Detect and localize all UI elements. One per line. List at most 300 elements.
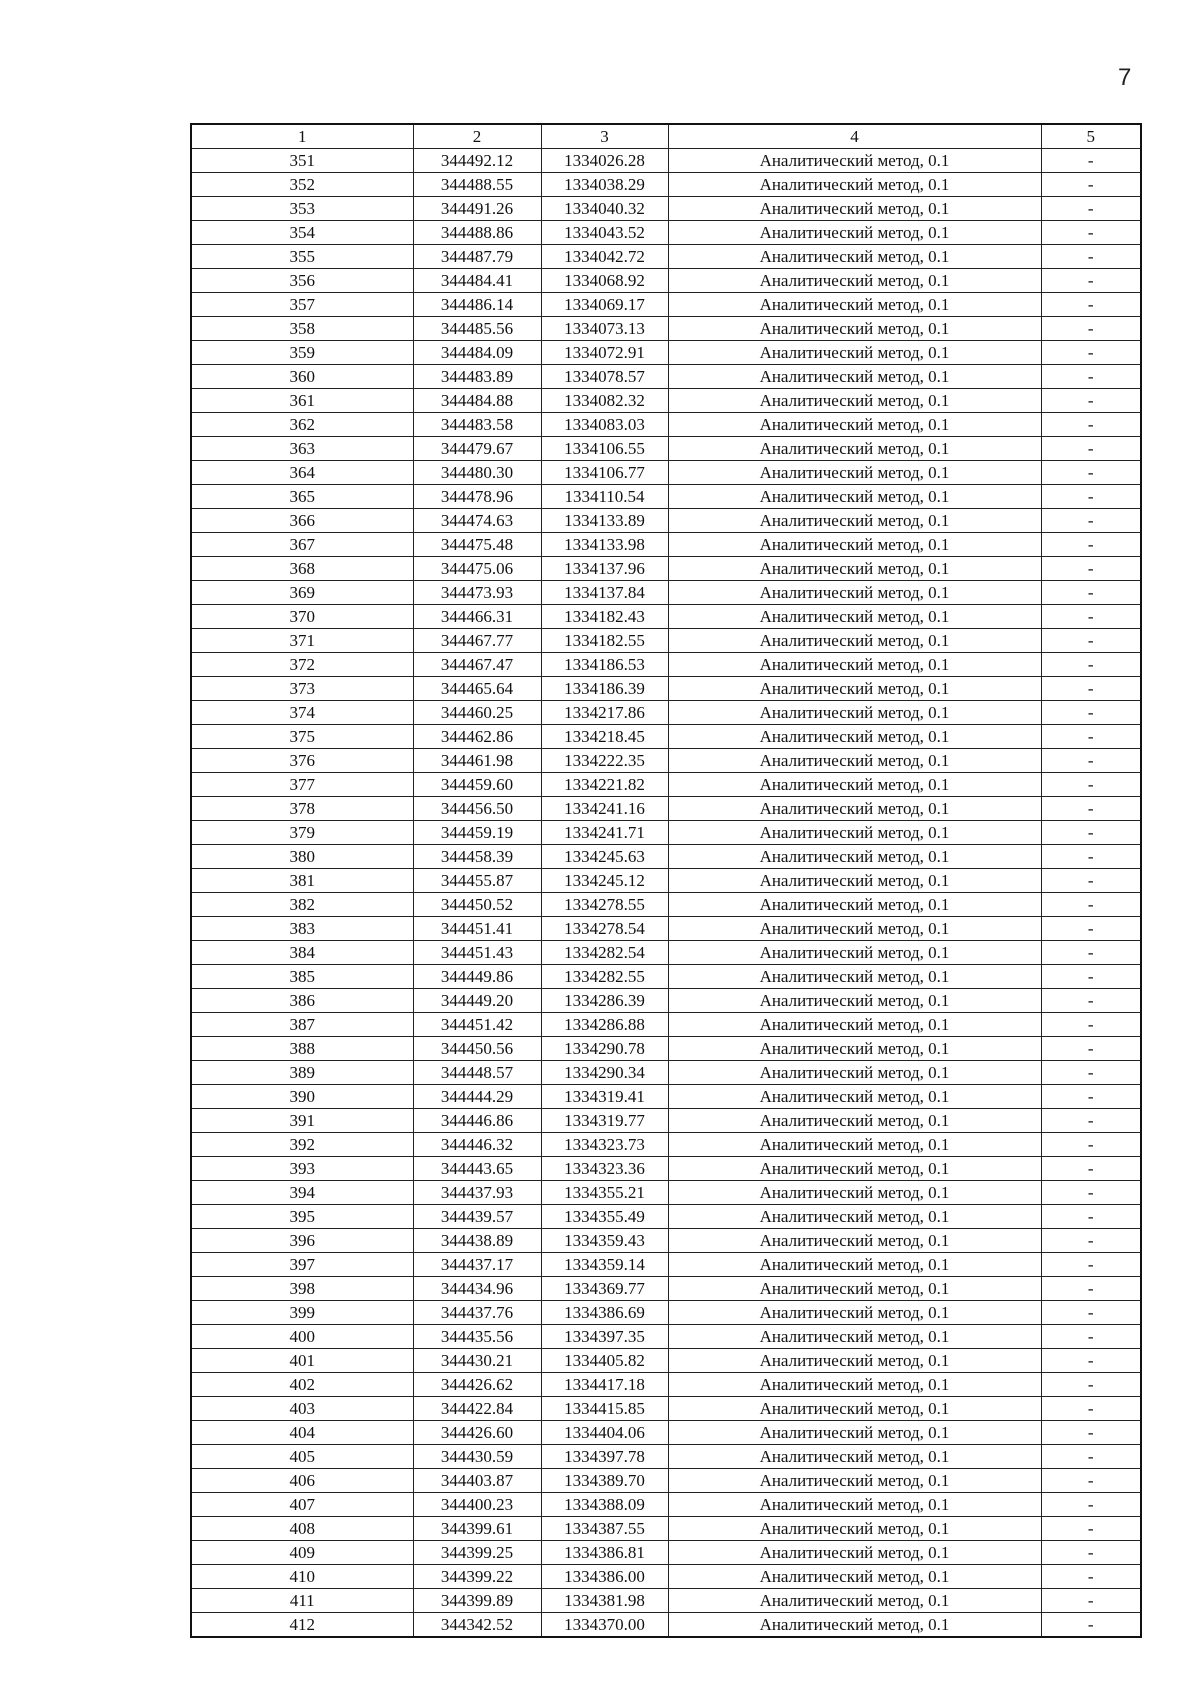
y-coordinate-cell: 1334068.92 bbox=[541, 269, 668, 293]
x-coordinate-cell: 344443.65 bbox=[413, 1157, 541, 1181]
method-cell: Аналитический метод, 0.1 bbox=[668, 533, 1041, 557]
x-coordinate-cell: 344484.88 bbox=[413, 389, 541, 413]
note-cell: - bbox=[1041, 1613, 1141, 1638]
y-coordinate-cell: 1334369.77 bbox=[541, 1277, 668, 1301]
y-coordinate-cell: 1334241.71 bbox=[541, 821, 668, 845]
table-row bbox=[191, 1061, 1141, 1085]
x-coordinate-cell: 344475.48 bbox=[413, 533, 541, 557]
y-coordinate-cell: 1334222.35 bbox=[541, 749, 668, 773]
x-coordinate-cell: 344399.25 bbox=[413, 1541, 541, 1565]
point-number-cell: 360 bbox=[191, 365, 413, 389]
table-row bbox=[191, 893, 1141, 917]
y-coordinate-cell: 1334386.69 bbox=[541, 1301, 668, 1325]
method-cell: Аналитический метод, 0.1 bbox=[668, 1085, 1041, 1109]
y-coordinate-cell: 1334133.98 bbox=[541, 533, 668, 557]
table-row bbox=[191, 725, 1141, 749]
method-cell: Аналитический метод, 0.1 bbox=[668, 1181, 1041, 1205]
table-row bbox=[191, 293, 1141, 317]
y-coordinate-cell: 1334137.84 bbox=[541, 581, 668, 605]
note-cell: - bbox=[1041, 1325, 1141, 1349]
y-coordinate-cell: 1334043.52 bbox=[541, 221, 668, 245]
table-row bbox=[191, 653, 1141, 677]
method-cell: Аналитический метод, 0.1 bbox=[668, 437, 1041, 461]
table-row bbox=[191, 1325, 1141, 1349]
table-row bbox=[191, 269, 1141, 293]
note-cell: - bbox=[1041, 845, 1141, 869]
table-row bbox=[191, 461, 1141, 485]
method-cell: Аналитический метод, 0.1 bbox=[668, 893, 1041, 917]
y-coordinate-cell: 1334397.35 bbox=[541, 1325, 668, 1349]
note-cell: - bbox=[1041, 173, 1141, 197]
y-coordinate-cell: 1334319.77 bbox=[541, 1109, 668, 1133]
table-row bbox=[191, 197, 1141, 221]
method-cell: Аналитический метод, 0.1 bbox=[668, 1037, 1041, 1061]
method-cell: Аналитический метод, 0.1 bbox=[668, 1373, 1041, 1397]
x-coordinate-cell: 344426.62 bbox=[413, 1373, 541, 1397]
method-cell: Аналитический метод, 0.1 bbox=[668, 317, 1041, 341]
y-coordinate-cell: 1334038.29 bbox=[541, 173, 668, 197]
point-number-cell: 394 bbox=[191, 1181, 413, 1205]
note-cell: - bbox=[1041, 677, 1141, 701]
y-coordinate-cell: 1334405.82 bbox=[541, 1349, 668, 1373]
method-cell: Аналитический метод, 0.1 bbox=[668, 341, 1041, 365]
y-coordinate-cell: 1334417.18 bbox=[541, 1373, 668, 1397]
table-row bbox=[191, 1181, 1141, 1205]
y-coordinate-cell: 1334083.03 bbox=[541, 413, 668, 437]
table-row bbox=[191, 1157, 1141, 1181]
point-number-cell: 354 bbox=[191, 221, 413, 245]
y-coordinate-cell: 1334245.12 bbox=[541, 869, 668, 893]
y-coordinate-cell: 1334278.55 bbox=[541, 893, 668, 917]
point-number-cell: 366 bbox=[191, 509, 413, 533]
x-coordinate-cell: 344434.96 bbox=[413, 1277, 541, 1301]
method-cell: Аналитический метод, 0.1 bbox=[668, 917, 1041, 941]
note-cell: - bbox=[1041, 701, 1141, 725]
coordinates-table bbox=[190, 123, 1142, 1638]
x-coordinate-cell: 344484.41 bbox=[413, 269, 541, 293]
point-number-cell: 386 bbox=[191, 989, 413, 1013]
point-number-cell: 376 bbox=[191, 749, 413, 773]
note-cell: - bbox=[1041, 533, 1141, 557]
x-coordinate-cell: 344437.76 bbox=[413, 1301, 541, 1325]
y-coordinate-cell: 1334323.36 bbox=[541, 1157, 668, 1181]
point-number-cell: 395 bbox=[191, 1205, 413, 1229]
y-coordinate-cell: 1334026.28 bbox=[541, 149, 668, 173]
point-number-cell: 396 bbox=[191, 1229, 413, 1253]
method-cell: Аналитический метод, 0.1 bbox=[668, 605, 1041, 629]
method-cell: Аналитический метод, 0.1 bbox=[668, 1229, 1041, 1253]
note-cell: - bbox=[1041, 557, 1141, 581]
note-cell: - bbox=[1041, 1517, 1141, 1541]
point-number-cell: 362 bbox=[191, 413, 413, 437]
method-cell: Аналитический метод, 0.1 bbox=[668, 461, 1041, 485]
x-coordinate-cell: 344448.57 bbox=[413, 1061, 541, 1085]
method-cell: Аналитический метод, 0.1 bbox=[668, 653, 1041, 677]
point-number-cell: 364 bbox=[191, 461, 413, 485]
y-coordinate-cell: 1334106.55 bbox=[541, 437, 668, 461]
x-coordinate-cell: 344439.57 bbox=[413, 1205, 541, 1229]
table-row bbox=[191, 533, 1141, 557]
method-cell: Аналитический метод, 0.1 bbox=[668, 221, 1041, 245]
table-row bbox=[191, 965, 1141, 989]
point-number-cell: 385 bbox=[191, 965, 413, 989]
point-number-cell: 390 bbox=[191, 1085, 413, 1109]
table-row bbox=[191, 677, 1141, 701]
note-cell: - bbox=[1041, 269, 1141, 293]
y-coordinate-cell: 1334387.55 bbox=[541, 1517, 668, 1541]
note-cell: - bbox=[1041, 725, 1141, 749]
table-row bbox=[191, 1301, 1141, 1325]
point-number-cell: 398 bbox=[191, 1277, 413, 1301]
method-cell: Аналитический метод, 0.1 bbox=[668, 581, 1041, 605]
point-number-cell: 391 bbox=[191, 1109, 413, 1133]
y-coordinate-cell: 1334110.54 bbox=[541, 485, 668, 509]
y-coordinate-cell: 1334282.55 bbox=[541, 965, 668, 989]
x-coordinate-cell: 344461.98 bbox=[413, 749, 541, 773]
method-cell: Аналитический метод, 0.1 bbox=[668, 1133, 1041, 1157]
table-row bbox=[191, 221, 1141, 245]
note-cell: - bbox=[1041, 749, 1141, 773]
y-coordinate-cell: 1334073.13 bbox=[541, 317, 668, 341]
point-number-cell: 368 bbox=[191, 557, 413, 581]
point-number-cell: 358 bbox=[191, 317, 413, 341]
x-coordinate-cell: 344451.42 bbox=[413, 1013, 541, 1037]
method-cell: Аналитический метод, 0.1 bbox=[668, 1325, 1041, 1349]
table-row bbox=[191, 1445, 1141, 1469]
table-row bbox=[191, 1397, 1141, 1421]
point-number-cell: 410 bbox=[191, 1565, 413, 1589]
note-cell: - bbox=[1041, 1493, 1141, 1517]
note-cell: - bbox=[1041, 1013, 1141, 1037]
method-cell: Аналитический метод, 0.1 bbox=[668, 1013, 1041, 1037]
table-row bbox=[191, 1229, 1141, 1253]
table-row bbox=[191, 629, 1141, 653]
x-coordinate-cell: 344437.17 bbox=[413, 1253, 541, 1277]
x-coordinate-cell: 344483.58 bbox=[413, 413, 541, 437]
y-coordinate-cell: 1334072.91 bbox=[541, 341, 668, 365]
point-number-cell: 404 bbox=[191, 1421, 413, 1445]
note-cell: - bbox=[1041, 1421, 1141, 1445]
method-cell: Аналитический метод, 0.1 bbox=[668, 1109, 1041, 1133]
table-row bbox=[191, 1613, 1141, 1638]
note-cell: - bbox=[1041, 1565, 1141, 1589]
note-cell: - bbox=[1041, 821, 1141, 845]
y-coordinate-cell: 1334386.00 bbox=[541, 1565, 668, 1589]
y-coordinate-cell: 1334218.45 bbox=[541, 725, 668, 749]
point-number-cell: 370 bbox=[191, 605, 413, 629]
x-coordinate-cell: 344422.84 bbox=[413, 1397, 541, 1421]
x-coordinate-cell: 344479.67 bbox=[413, 437, 541, 461]
point-number-cell: 357 bbox=[191, 293, 413, 317]
table-row bbox=[191, 1541, 1141, 1565]
x-coordinate-cell: 344486.14 bbox=[413, 293, 541, 317]
method-cell: Аналитический метод, 0.1 bbox=[668, 797, 1041, 821]
x-coordinate-cell: 344491.26 bbox=[413, 197, 541, 221]
x-coordinate-cell: 344458.39 bbox=[413, 845, 541, 869]
table-row bbox=[191, 437, 1141, 461]
method-cell: Аналитический метод, 0.1 bbox=[668, 1397, 1041, 1421]
note-cell: - bbox=[1041, 965, 1141, 989]
note-cell: - bbox=[1041, 149, 1141, 173]
x-coordinate-cell: 344430.21 bbox=[413, 1349, 541, 1373]
x-coordinate-cell: 344480.30 bbox=[413, 461, 541, 485]
method-cell: Аналитический метод, 0.1 bbox=[668, 1349, 1041, 1373]
x-coordinate-cell: 344451.41 bbox=[413, 917, 541, 941]
point-number-cell: 393 bbox=[191, 1157, 413, 1181]
table-row bbox=[191, 749, 1141, 773]
table-row bbox=[191, 1469, 1141, 1493]
table-row bbox=[191, 1277, 1141, 1301]
x-coordinate-cell: 344438.89 bbox=[413, 1229, 541, 1253]
x-coordinate-cell: 344484.09 bbox=[413, 341, 541, 365]
coordinates-table-body bbox=[191, 124, 1141, 1637]
table-row bbox=[191, 389, 1141, 413]
x-coordinate-cell: 344485.56 bbox=[413, 317, 541, 341]
y-coordinate-cell: 1334278.54 bbox=[541, 917, 668, 941]
method-cell: Аналитический метод, 0.1 bbox=[668, 557, 1041, 581]
x-coordinate-cell: 344430.59 bbox=[413, 1445, 541, 1469]
x-coordinate-cell: 344399.89 bbox=[413, 1589, 541, 1613]
method-cell: Аналитический метод, 0.1 bbox=[668, 1205, 1041, 1229]
y-coordinate-cell: 1334323.73 bbox=[541, 1133, 668, 1157]
method-cell: Аналитический метод, 0.1 bbox=[668, 1301, 1041, 1325]
method-cell: Аналитический метод, 0.1 bbox=[668, 149, 1041, 173]
y-coordinate-cell: 1334355.49 bbox=[541, 1205, 668, 1229]
table-row bbox=[191, 485, 1141, 509]
note-cell: - bbox=[1041, 1157, 1141, 1181]
table-row bbox=[191, 701, 1141, 725]
x-coordinate-cell: 344451.43 bbox=[413, 941, 541, 965]
table-row bbox=[191, 773, 1141, 797]
table-row bbox=[191, 1565, 1141, 1589]
method-cell: Аналитический метод, 0.1 bbox=[668, 245, 1041, 269]
table-row bbox=[191, 509, 1141, 533]
y-coordinate-cell: 1334282.54 bbox=[541, 941, 668, 965]
x-coordinate-cell: 344459.19 bbox=[413, 821, 541, 845]
y-coordinate-cell: 1334069.17 bbox=[541, 293, 668, 317]
method-cell: Аналитический метод, 0.1 bbox=[668, 413, 1041, 437]
y-coordinate-cell: 1334359.43 bbox=[541, 1229, 668, 1253]
x-coordinate-cell: 344465.64 bbox=[413, 677, 541, 701]
method-cell: Аналитический метод, 0.1 bbox=[668, 1061, 1041, 1085]
point-number-cell: 378 bbox=[191, 797, 413, 821]
method-cell: Аналитический метод, 0.1 bbox=[668, 365, 1041, 389]
y-coordinate-cell: 1334078.57 bbox=[541, 365, 668, 389]
note-cell: - bbox=[1041, 797, 1141, 821]
table-row bbox=[191, 317, 1141, 341]
note-cell: - bbox=[1041, 293, 1141, 317]
table-row bbox=[191, 1517, 1141, 1541]
note-cell: - bbox=[1041, 773, 1141, 797]
method-cell: Аналитический метод, 0.1 bbox=[668, 197, 1041, 221]
point-number-cell: 352 bbox=[191, 173, 413, 197]
method-cell: Аналитический метод, 0.1 bbox=[668, 389, 1041, 413]
method-cell: Аналитический метод, 0.1 bbox=[668, 173, 1041, 197]
note-cell: - bbox=[1041, 413, 1141, 437]
note-cell: - bbox=[1041, 605, 1141, 629]
column-header-5: 5 bbox=[1041, 124, 1141, 149]
column-header-2: 2 bbox=[413, 124, 541, 149]
x-coordinate-cell: 344400.23 bbox=[413, 1493, 541, 1517]
table-row bbox=[191, 341, 1141, 365]
note-cell: - bbox=[1041, 197, 1141, 221]
note-cell: - bbox=[1041, 1061, 1141, 1085]
table-row bbox=[191, 1085, 1141, 1109]
point-number-cell: 399 bbox=[191, 1301, 413, 1325]
note-cell: - bbox=[1041, 1373, 1141, 1397]
y-coordinate-cell: 1334319.41 bbox=[541, 1085, 668, 1109]
method-cell: Аналитический метод, 0.1 bbox=[668, 629, 1041, 653]
table-row bbox=[191, 1421, 1141, 1445]
x-coordinate-cell: 344455.87 bbox=[413, 869, 541, 893]
x-coordinate-cell: 344456.50 bbox=[413, 797, 541, 821]
method-cell: Аналитический метод, 0.1 bbox=[668, 1277, 1041, 1301]
method-cell: Аналитический метод, 0.1 bbox=[668, 269, 1041, 293]
y-coordinate-cell: 1334404.06 bbox=[541, 1421, 668, 1445]
point-number-cell: 381 bbox=[191, 869, 413, 893]
table-row bbox=[191, 917, 1141, 941]
point-number-cell: 400 bbox=[191, 1325, 413, 1349]
x-coordinate-cell: 344460.25 bbox=[413, 701, 541, 725]
x-coordinate-cell: 344473.93 bbox=[413, 581, 541, 605]
x-coordinate-cell: 344437.93 bbox=[413, 1181, 541, 1205]
note-cell: - bbox=[1041, 1445, 1141, 1469]
method-cell: Аналитический метод, 0.1 bbox=[668, 1589, 1041, 1613]
method-cell: Аналитический метод, 0.1 bbox=[668, 773, 1041, 797]
point-number-cell: 374 bbox=[191, 701, 413, 725]
y-coordinate-cell: 1334290.34 bbox=[541, 1061, 668, 1085]
method-cell: Аналитический метод, 0.1 bbox=[668, 845, 1041, 869]
point-number-cell: 356 bbox=[191, 269, 413, 293]
note-cell: - bbox=[1041, 317, 1141, 341]
y-coordinate-cell: 1334286.39 bbox=[541, 989, 668, 1013]
note-cell: - bbox=[1041, 629, 1141, 653]
y-coordinate-cell: 1334082.32 bbox=[541, 389, 668, 413]
method-cell: Аналитический метод, 0.1 bbox=[668, 485, 1041, 509]
table-row bbox=[191, 797, 1141, 821]
point-number-cell: 363 bbox=[191, 437, 413, 461]
method-cell: Аналитический метод, 0.1 bbox=[668, 1613, 1041, 1638]
method-cell: Аналитический метод, 0.1 bbox=[668, 1445, 1041, 1469]
x-coordinate-cell: 344446.32 bbox=[413, 1133, 541, 1157]
y-coordinate-cell: 1334388.09 bbox=[541, 1493, 668, 1517]
method-cell: Аналитический метод, 0.1 bbox=[668, 941, 1041, 965]
point-number-cell: 387 bbox=[191, 1013, 413, 1037]
note-cell: - bbox=[1041, 1541, 1141, 1565]
point-number-cell: 355 bbox=[191, 245, 413, 269]
point-number-cell: 388 bbox=[191, 1037, 413, 1061]
x-coordinate-cell: 344342.52 bbox=[413, 1613, 541, 1638]
table-header-row bbox=[191, 124, 1141, 149]
x-coordinate-cell: 344483.89 bbox=[413, 365, 541, 389]
note-cell: - bbox=[1041, 245, 1141, 269]
y-coordinate-cell: 1334286.88 bbox=[541, 1013, 668, 1037]
method-cell: Аналитический метод, 0.1 bbox=[668, 293, 1041, 317]
column-header-4: 4 bbox=[668, 124, 1041, 149]
note-cell: - bbox=[1041, 1277, 1141, 1301]
method-cell: Аналитический метод, 0.1 bbox=[668, 1421, 1041, 1445]
point-number-cell: 369 bbox=[191, 581, 413, 605]
point-number-cell: 411 bbox=[191, 1589, 413, 1613]
y-coordinate-cell: 1334370.00 bbox=[541, 1613, 668, 1638]
note-cell: - bbox=[1041, 485, 1141, 509]
point-number-cell: 402 bbox=[191, 1373, 413, 1397]
method-cell: Аналитический метод, 0.1 bbox=[668, 869, 1041, 893]
x-coordinate-cell: 344462.86 bbox=[413, 725, 541, 749]
point-number-cell: 380 bbox=[191, 845, 413, 869]
table-row bbox=[191, 1133, 1141, 1157]
note-cell: - bbox=[1041, 1253, 1141, 1277]
y-coordinate-cell: 1334381.98 bbox=[541, 1589, 668, 1613]
y-coordinate-cell: 1334245.63 bbox=[541, 845, 668, 869]
x-coordinate-cell: 344435.56 bbox=[413, 1325, 541, 1349]
column-header-1: 1 bbox=[191, 124, 413, 149]
table-row bbox=[191, 605, 1141, 629]
y-coordinate-cell: 1334397.78 bbox=[541, 1445, 668, 1469]
note-cell: - bbox=[1041, 1589, 1141, 1613]
page-number: 7 bbox=[1118, 64, 1132, 91]
table-row bbox=[191, 173, 1141, 197]
y-coordinate-cell: 1334186.53 bbox=[541, 653, 668, 677]
table-row bbox=[191, 365, 1141, 389]
note-cell: - bbox=[1041, 221, 1141, 245]
point-number-cell: 373 bbox=[191, 677, 413, 701]
y-coordinate-cell: 1334182.55 bbox=[541, 629, 668, 653]
x-coordinate-cell: 344399.22 bbox=[413, 1565, 541, 1589]
y-coordinate-cell: 1334186.39 bbox=[541, 677, 668, 701]
y-coordinate-cell: 1334133.89 bbox=[541, 509, 668, 533]
table-row bbox=[191, 1349, 1141, 1373]
note-cell: - bbox=[1041, 509, 1141, 533]
y-coordinate-cell: 1334359.14 bbox=[541, 1253, 668, 1277]
method-cell: Аналитический метод, 0.1 bbox=[668, 677, 1041, 701]
note-cell: - bbox=[1041, 989, 1141, 1013]
note-cell: - bbox=[1041, 1181, 1141, 1205]
table-row bbox=[191, 149, 1141, 173]
method-cell: Аналитический метод, 0.1 bbox=[668, 821, 1041, 845]
x-coordinate-cell: 344466.31 bbox=[413, 605, 541, 629]
table-row bbox=[191, 1253, 1141, 1277]
table-row bbox=[191, 413, 1141, 437]
y-coordinate-cell: 1334221.82 bbox=[541, 773, 668, 797]
x-coordinate-cell: 344403.87 bbox=[413, 1469, 541, 1493]
point-number-cell: 371 bbox=[191, 629, 413, 653]
note-cell: - bbox=[1041, 1397, 1141, 1421]
method-cell: Аналитический метод, 0.1 bbox=[668, 509, 1041, 533]
note-cell: - bbox=[1041, 869, 1141, 893]
point-number-cell: 384 bbox=[191, 941, 413, 965]
x-coordinate-cell: 344426.60 bbox=[413, 1421, 541, 1445]
point-number-cell: 351 bbox=[191, 149, 413, 173]
x-coordinate-cell: 344487.79 bbox=[413, 245, 541, 269]
note-cell: - bbox=[1041, 1037, 1141, 1061]
table-row bbox=[191, 581, 1141, 605]
table-row bbox=[191, 941, 1141, 965]
x-coordinate-cell: 344475.06 bbox=[413, 557, 541, 581]
point-number-cell: 382 bbox=[191, 893, 413, 917]
note-cell: - bbox=[1041, 893, 1141, 917]
method-cell: Аналитический метод, 0.1 bbox=[668, 1541, 1041, 1565]
x-coordinate-cell: 344446.86 bbox=[413, 1109, 541, 1133]
y-coordinate-cell: 1334137.96 bbox=[541, 557, 668, 581]
point-number-cell: 397 bbox=[191, 1253, 413, 1277]
method-cell: Аналитический метод, 0.1 bbox=[668, 1517, 1041, 1541]
y-coordinate-cell: 1334386.81 bbox=[541, 1541, 668, 1565]
point-number-cell: 377 bbox=[191, 773, 413, 797]
method-cell: Аналитический метод, 0.1 bbox=[668, 1253, 1041, 1277]
x-coordinate-cell: 344467.77 bbox=[413, 629, 541, 653]
x-coordinate-cell: 344467.47 bbox=[413, 653, 541, 677]
